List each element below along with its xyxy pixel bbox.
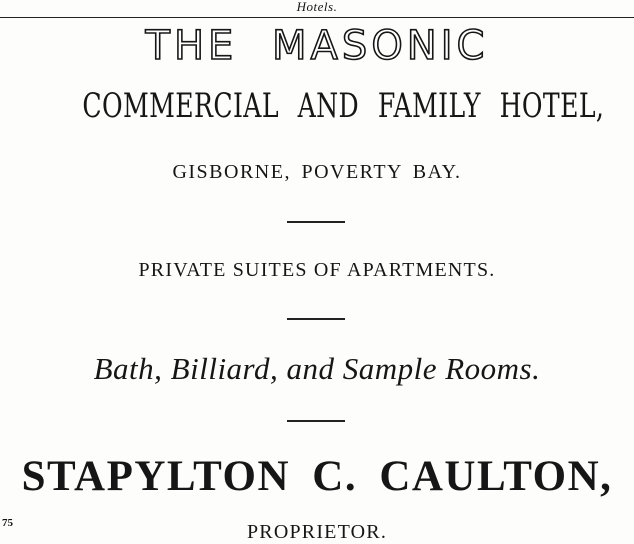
divider-rule — [287, 221, 345, 223]
divider-rule — [287, 420, 345, 422]
divider-rule — [287, 318, 345, 320]
header-rule — [0, 17, 634, 18]
hotel-location: GISBORNE, POVERTY BAY. — [172, 161, 462, 183]
feature-rooms: Bath, Billiard, and Sample Rooms. — [93, 351, 541, 386]
page-number: 75 — [2, 517, 13, 529]
hotel-title: THE MASONIC — [145, 23, 489, 69]
feature-private-suites: PRIVATE SUITES OF APARTMENTS. — [138, 259, 496, 281]
proprietor-name: STAPYLTON C. CAULTON, — [21, 453, 613, 500]
proprietor-title: PROPRIETOR. — [246, 521, 388, 543]
hotel-subtitle: COMMERCIAL AND FAMILY HOTEL, — [82, 86, 605, 126]
running-head: Hotels. — [296, 0, 338, 14]
